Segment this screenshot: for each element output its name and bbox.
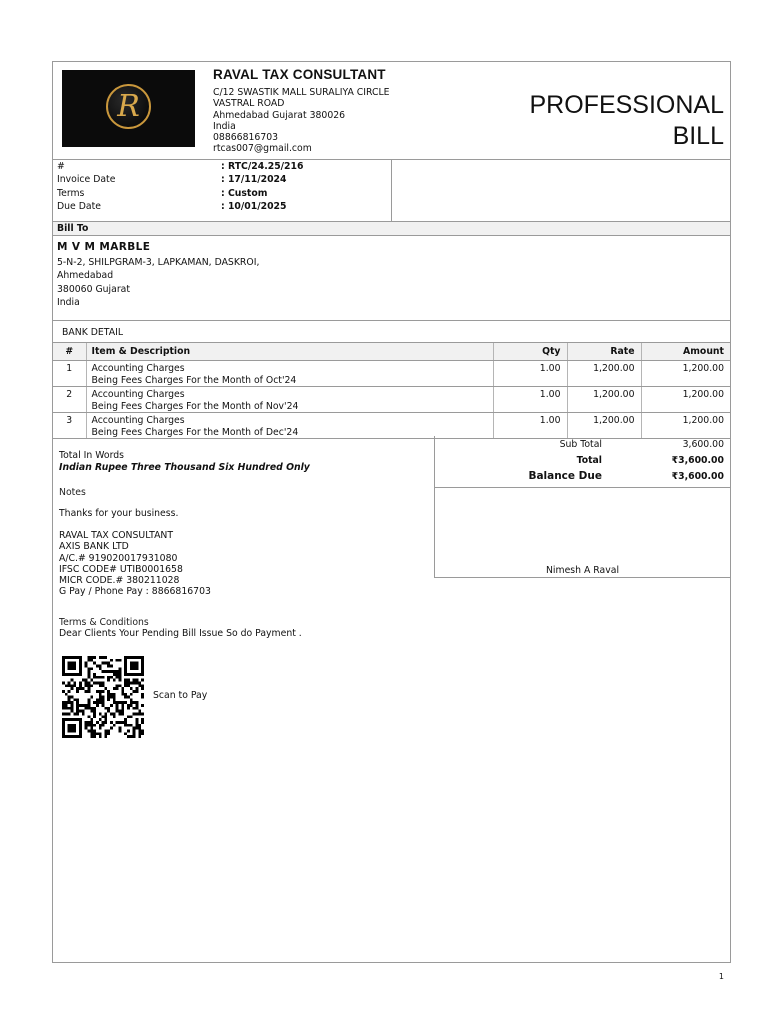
subtotal-value: 3,600.00	[682, 439, 724, 450]
meta-row-number	[57, 160, 387, 173]
customer-address-line: 380060 Gujarat	[57, 283, 130, 295]
table-row	[53, 387, 730, 413]
meta-label: Due Date	[57, 200, 101, 212]
meta-row-due-date	[57, 200, 387, 213]
row-qty: 1.00	[493, 361, 567, 387]
company-name: RAVAL TAX CONSULTANT	[213, 67, 386, 82]
words-label: Total In Words	[59, 450, 124, 461]
invoice-sheet	[52, 61, 731, 963]
balance-due-label: Balance Due	[528, 470, 602, 482]
company-address-line: VASTRAL ROAD	[213, 98, 285, 110]
row-amount: 1,200.00	[641, 387, 730, 413]
row-num: 3	[53, 413, 86, 439]
row-description	[86, 413, 493, 439]
bill-to-block	[57, 241, 259, 309]
row-rate: 1,200.00	[567, 361, 641, 387]
document-title-line-2: BILL	[672, 122, 724, 150]
upi-phone: G Pay / Phone Pay : 8866816703	[59, 586, 211, 598]
thanks-text: Thanks for your business.	[59, 508, 179, 519]
meta-row-terms	[57, 187, 387, 200]
bank-account-number: A/C.# 919020017931080	[59, 552, 178, 564]
table-row	[53, 361, 730, 387]
col-header-qty: Qty	[493, 343, 567, 361]
company-block	[213, 67, 473, 155]
payment-qr-code	[60, 656, 146, 738]
table-row	[53, 413, 730, 439]
terms-block	[59, 617, 302, 639]
balance-due-value: ₹3,600.00	[671, 471, 724, 482]
row-amount: 1,200.00	[641, 361, 730, 387]
col-header-desc: Item & Description	[86, 343, 493, 361]
row-num: 1	[53, 361, 86, 387]
customer-address-line: India	[57, 296, 80, 308]
col-header-rate: Rate	[567, 343, 641, 361]
company-logo	[62, 70, 195, 147]
bank-micr-code: MICR CODE.# 380211028	[59, 575, 180, 587]
company-email: rtcas007@gmail.com	[213, 143, 312, 155]
company-address-line: C/12 SWASTIK MALL SURALIYA CIRCLE	[213, 87, 390, 98]
invoice-date: : 17/11/2024	[221, 174, 287, 186]
totals-divider-h	[434, 487, 730, 488]
logo-emblem	[106, 84, 151, 129]
company-address-line: Ahmedabad Gujarat 380026	[213, 109, 346, 121]
company-phone: 08866816703	[213, 132, 279, 144]
customer-address-line: Ahmedabad	[57, 270, 114, 282]
due-date: : 10/01/2025	[221, 200, 287, 212]
item-desc: Being Fees Charges For the Month of Oct'24	[91, 374, 297, 386]
bank-info-line: RAVAL TAX CONSULTANT	[59, 530, 174, 541]
total-label: Total	[576, 455, 602, 466]
bank-detail-label: BANK DETAIL	[62, 327, 124, 338]
document-title-line-1: PROFESSIONAL	[529, 91, 724, 119]
total-value: ₹3,600.00	[671, 455, 724, 466]
divider	[53, 320, 730, 321]
notes-label: Notes	[59, 487, 86, 498]
bank-ifsc-code: IFSC CODE# UTIB0001658	[59, 563, 183, 575]
items-table	[53, 342, 730, 439]
signature-bottom-line	[434, 577, 730, 578]
item-title: Accounting Charges	[91, 363, 185, 374]
logo-letter: R	[117, 89, 140, 124]
row-amount: 1,200.00	[641, 413, 730, 439]
col-header-amount: Amount	[641, 343, 730, 361]
invoice-meta	[57, 160, 387, 213]
row-num: 2	[53, 387, 86, 413]
balance-due-row	[435, 469, 730, 484]
words-value: Indian Rupee Three Thousand Six Hundred Only	[59, 462, 310, 473]
meta-label: #	[57, 161, 65, 172]
row-rate: 1,200.00	[567, 387, 641, 413]
meta-divider	[391, 160, 392, 221]
total-row	[435, 453, 730, 468]
item-title: Accounting Charges	[91, 415, 185, 426]
bank-info-line: AXIS BANK LTD	[59, 541, 129, 553]
company-address-line: India	[213, 120, 236, 132]
customer-address-line: 5-N-2, SHILPGRAM-3, LAPKAMAN, DASKROI,	[57, 257, 260, 268]
table-header-row	[53, 343, 730, 361]
col-header-num: #	[53, 343, 86, 361]
row-rate: 1,200.00	[567, 413, 641, 439]
signer-name: Nimesh A Raval	[545, 565, 620, 576]
page-number: 1	[718, 972, 724, 981]
terms-label: Terms & Conditions	[59, 617, 149, 628]
scan-to-pay-label: Scan to Pay	[153, 690, 208, 701]
meta-row-invoice-date	[57, 173, 387, 186]
invoice-number: : RTC/24.25/216	[221, 161, 304, 172]
payment-terms: : Custom	[221, 187, 268, 199]
subtotal-row	[435, 437, 730, 452]
subtotal-label: Sub Total	[559, 439, 602, 450]
row-qty: 1.00	[493, 413, 567, 439]
terms-text: Dear Clients Your Pending Bill Issue So do Payment .	[59, 628, 302, 639]
item-desc: Being Fees Charges For the Month of Dec'24	[91, 426, 299, 438]
bill-to-heading: Bill To	[53, 221, 730, 236]
document-title	[530, 90, 725, 152]
row-qty: 1.00	[493, 387, 567, 413]
meta-label: Invoice Date	[57, 174, 116, 186]
customer-name: M V M MARBLE	[57, 241, 151, 253]
meta-label: Terms	[57, 187, 85, 199]
bank-info	[59, 530, 211, 598]
row-description	[86, 361, 493, 387]
total-in-words	[59, 450, 310, 473]
item-desc: Being Fees Charges For the Month of Nov'24	[91, 400, 299, 412]
row-description	[86, 387, 493, 413]
item-title: Accounting Charges	[91, 389, 185, 400]
